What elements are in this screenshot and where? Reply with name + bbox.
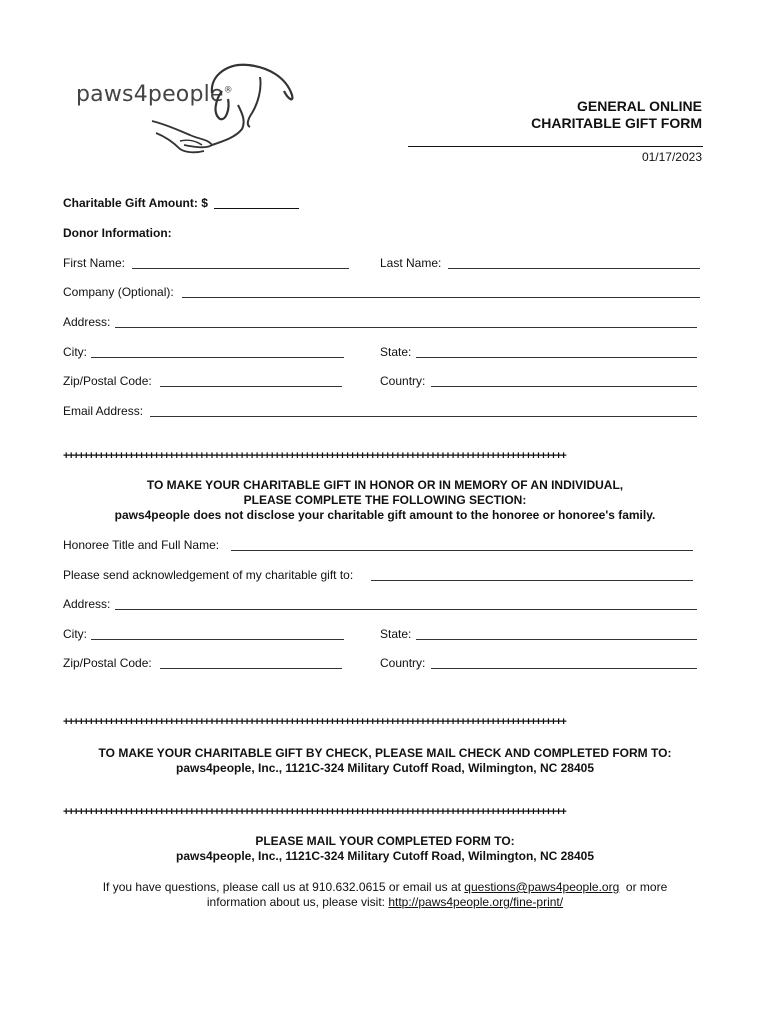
gift-amount-field[interactable] <box>214 208 299 209</box>
honor-state-label: State: <box>380 627 412 641</box>
honor-heading-2: PLEASE COMPLETE THE FOLLOWING SECTION: <box>243 493 527 507</box>
company-label: Company (Optional): <box>63 285 174 299</box>
honoree-name-field[interactable] <box>231 550 693 551</box>
address-label: Address: <box>63 315 111 329</box>
questions-line-1 <box>40 880 730 895</box>
dog-hand-logo-icon <box>150 55 300 165</box>
logo-wordmark: paws4people® <box>76 82 233 107</box>
title-line-2: CHARITABLE GIFT FORM <box>531 115 702 131</box>
fine-print-link[interactable]: http://paws4people.org/fine-print/ <box>388 895 564 909</box>
questions-email-link[interactable]: questions@paws4people.org <box>464 880 620 894</box>
company-field[interactable] <box>182 297 700 298</box>
honoree-name-label: Honoree Title and Full Name: <box>63 538 220 552</box>
check-heading: TO MAKE YOUR CHARITABLE GIFT BY CHECK, PLEASE MAIL CHECK AND COMPLETED FORM TO: <box>98 746 672 760</box>
state-field[interactable] <box>416 357 697 358</box>
honor-state-field[interactable] <box>416 639 697 640</box>
honor-country-field[interactable] <box>431 668 697 669</box>
country-field[interactable] <box>431 386 697 387</box>
mail-heading: PLEASE MAIL YOUR COMPLETED FORM TO: <box>255 834 515 848</box>
honor-heading-1: TO MAKE YOUR CHARITABLE GIFT IN HONOR OR IN MEMORY OF AN INDIVIDUAL, <box>146 478 624 492</box>
separator-1: ++++++++++++++++++++++++++++++++++++++++++++++++++++++++++++++++++++++++++++++++++++++++++++++++++++ <box>63 451 566 461</box>
honor-disclaimer: paws4people does not disclose your charitable gift amount to the honoree or honoree's family. <box>114 508 656 522</box>
mail-address: paws4people, Inc., 1121C-324 Military Cutoff Road, Wilmington, NC 28405 <box>176 849 594 863</box>
questions-text-2: or more <box>619 880 668 894</box>
zip-label: Zip/Postal Code: <box>63 374 152 388</box>
state-label: State: <box>380 345 412 359</box>
questions-text-3: information about us, please visit: <box>206 895 389 909</box>
title-rule <box>408 146 703 147</box>
city-field[interactable] <box>91 357 344 358</box>
zip-field[interactable] <box>160 386 342 387</box>
questions-text-1: If you have questions, please call us at 910.632.0615 or email us at <box>102 880 465 894</box>
questions-line-2 <box>40 895 730 910</box>
first-name-field[interactable] <box>132 268 349 269</box>
honor-country-label: Country: <box>380 656 426 670</box>
check-address: paws4people, Inc., 1121C-324 Military Cutoff Road, Wilmington, NC 28405 <box>176 761 594 775</box>
first-name-label: First Name: <box>63 256 126 270</box>
address-field[interactable] <box>115 327 697 328</box>
donor-heading: Donor Information: <box>63 226 172 240</box>
last-name-field[interactable] <box>448 268 700 269</box>
acknowledge-field[interactable] <box>371 580 693 581</box>
email-label: Email Address: <box>63 404 144 418</box>
separator-3: ++++++++++++++++++++++++++++++++++++++++++++++++++++++++++++++++++++++++++++++++++++++++++++++++++++ <box>63 807 566 817</box>
honor-address-label: Address: <box>63 597 111 611</box>
city-label: City: <box>63 345 87 359</box>
honor-zip-label: Zip/Postal Code: <box>63 656 152 670</box>
title-line-1: GENERAL ONLINE <box>577 98 702 114</box>
gift-amount-label: Charitable Gift Amount: $ <box>63 196 208 210</box>
last-name-label: Last Name: <box>380 256 442 270</box>
form-title <box>531 98 702 132</box>
honor-city-label: City: <box>63 627 87 641</box>
form-date: 01/17/2023 <box>641 150 702 164</box>
separator-2: ++++++++++++++++++++++++++++++++++++++++++++++++++++++++++++++++++++++++++++++++++++++++++++++++++++ <box>63 717 566 727</box>
country-label: Country: <box>380 374 426 388</box>
honor-address-field[interactable] <box>115 609 697 610</box>
honor-zip-field[interactable] <box>160 668 342 669</box>
acknowledge-label: Please send acknowledgement of my charitable gift to: <box>63 568 354 582</box>
honor-city-field[interactable] <box>91 639 344 640</box>
email-field[interactable] <box>150 416 697 417</box>
